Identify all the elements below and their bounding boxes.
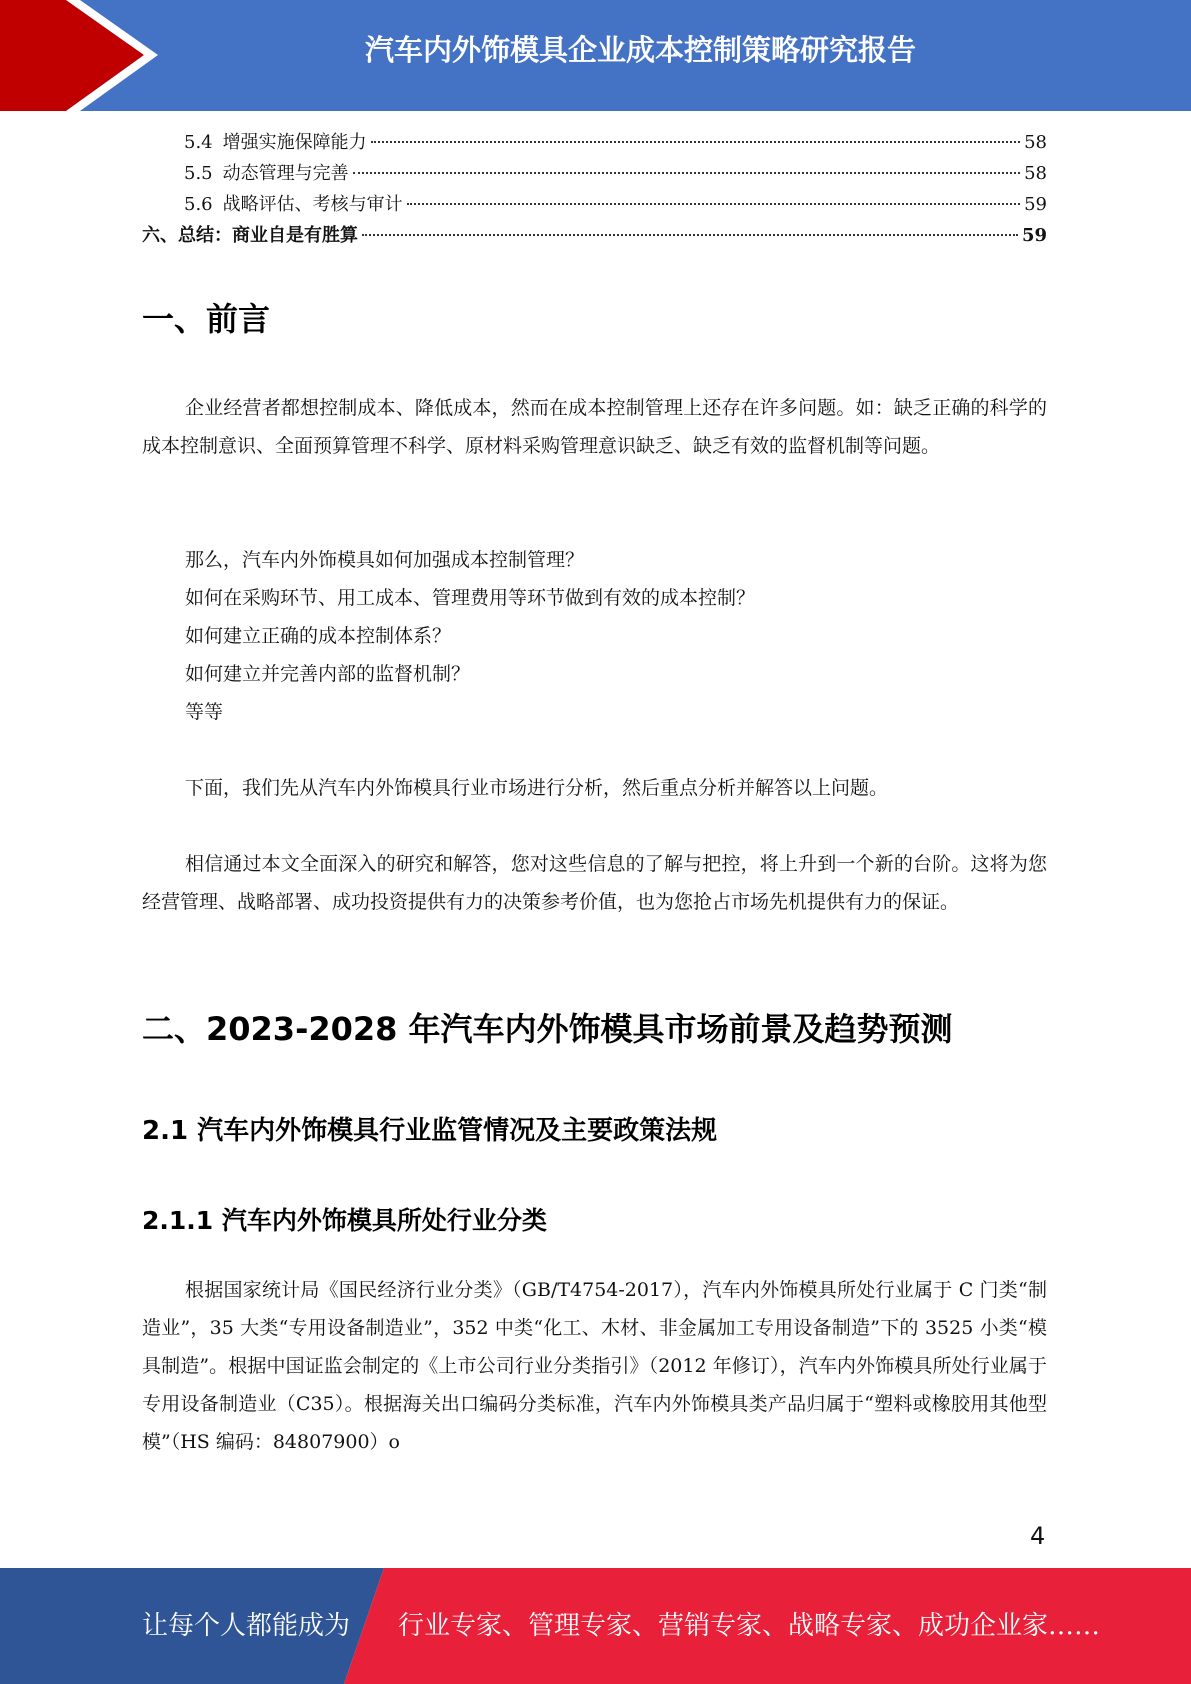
table-of-contents — [142, 128, 1047, 252]
page-footer — [0, 1568, 1191, 1684]
page-header — [0, 0, 1191, 111]
footer-slogan-right: 行业专家、管理专家、营销专家、战略专家、成功企业家…… — [398, 1611, 1101, 1641]
subsection-heading: 2.1 汽车内外饰模具行业监管情况及主要政策法规 — [142, 1116, 718, 1146]
toc-page: 58 — [1024, 163, 1047, 184]
toc-title: 动态管理与完善 — [222, 163, 349, 184]
toc-leader — [353, 172, 1020, 174]
toc-number: 5.5 — [184, 163, 213, 184]
preface-question: 如何在采购环节、用工成本、管理费用等环节做到有效的成本控制？ — [185, 587, 756, 609]
toc-title: 战略评估、考核与审计 — [222, 194, 403, 215]
toc-page: 58 — [1024, 132, 1047, 153]
toc-page: 59 — [1024, 194, 1047, 215]
preface-question: 如何建立并完善内部的监督机制？ — [185, 663, 471, 685]
toc-entry[interactable] — [142, 221, 1047, 252]
preface-question: 等等 — [185, 701, 224, 723]
toc-entry[interactable] — [142, 190, 1047, 221]
toc-entry[interactable] — [142, 128, 1047, 159]
toc-entry[interactable] — [142, 159, 1047, 190]
toc-title: 六、总结：商业自是有胜算 — [142, 225, 358, 246]
preface-paragraph-3: 相信通过本文全面深入的研究和解答，您对这些信息的了解与把控，将上升到一个新的台阶。这将为您经营管理、战略部署、成功投资提供有力的决策参考价值，也为您抢占市场先机提供有力的保证。 — [142, 853, 1047, 913]
toc-number: 5.4 — [184, 132, 213, 153]
toc-leader — [371, 141, 1020, 143]
toc-title: 增强实施保障能力 — [222, 132, 367, 153]
preface-question: 如何建立正确的成本控制体系？ — [185, 625, 452, 647]
toc-leader — [407, 203, 1020, 205]
report-title: 汽车内外饰模具企业成本控制策略研究报告 — [364, 33, 916, 67]
footer-slogan-left: 让每个人都能成为 — [142, 1611, 351, 1641]
toc-page: 59 — [1021, 225, 1047, 246]
page-number: 4 — [1030, 1522, 1046, 1550]
toc-number: 5.6 — [184, 194, 213, 215]
subsubsection-heading: 2.1.1 汽车内外饰模具所处行业分类 — [142, 1206, 547, 1235]
toc-leader — [362, 234, 1018, 236]
preface-paragraph-1: 企业经营者都想控制成本、降低成本，然而在成本控制管理上还存在许多问题。如：缺乏正确的科学的成本控制意识、全面预算管理不科学、原材料采购管理意识缺乏、缺乏有效的监督机制等问题。 — [142, 397, 1047, 457]
preface-paragraph-2: 下面，我们先从汽车内外饰模具行业市场进行分析，然后重点分析并解答以上问题。 — [185, 777, 889, 799]
section-heading-market: 二、2023-2028 年汽车内外饰模具市场前景及趋势预测 — [142, 1010, 953, 1048]
classification-paragraph: 根据国家统计局《国民经济行业分类》（GB/T4754-2017），汽车内外饰模具所处行业属于 C 门类“制造业”，35 大类“专用设备制造业”，352 中类“化工、木材、非金属加工专用设备制造”下的 3525 小类“模具制造”。根据中国证监会制定的《上市公司行业分类指引》（2012 年修订），汽车内外饰模具所处行业属于专用设备制造业（C35）。根据海关出口编码分类标准，汽车内外饰模具类产品归属于“塑料或橡胶用其他型模”（HS 编码：84807900）o — [142, 1279, 1047, 1453]
section-heading-preface: 一、前言 — [142, 300, 271, 338]
preface-question: 那么，汽车内外饰模具如何加强成本控制管理？ — [185, 549, 585, 571]
